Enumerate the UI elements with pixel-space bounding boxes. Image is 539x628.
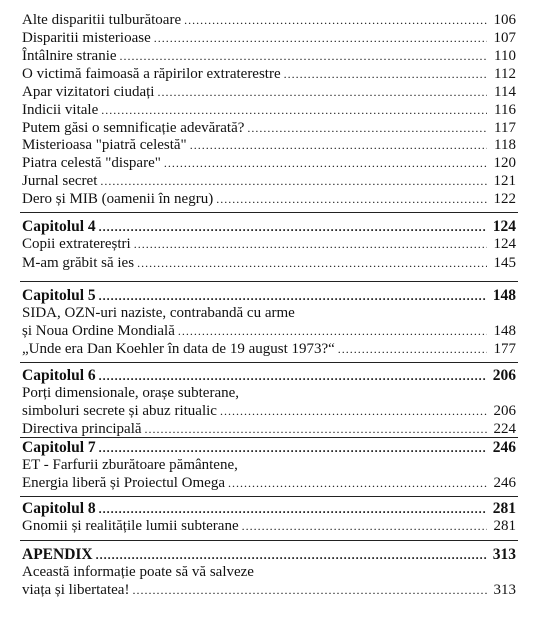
entry-title: Dero și MIB (oamenii în negru)	[22, 191, 214, 207]
entry-page: 112	[494, 66, 516, 82]
entry-page: 110	[494, 48, 516, 64]
leader-dots	[154, 30, 487, 47]
appendix-heading	[22, 546, 516, 564]
chapter-page: 148	[492, 287, 516, 304]
chapter-heading	[22, 287, 516, 305]
leader-dots	[284, 66, 487, 83]
entry-title-line1: ET - Farfurii zburătoare pământene,	[22, 457, 238, 473]
entry-title: Jurnal secret	[22, 173, 98, 189]
toc-entry	[22, 12, 516, 29]
appendix-title: APENDIX	[22, 546, 93, 563]
chapter-page: 124	[492, 218, 516, 235]
entry-page: 106	[493, 12, 516, 28]
entry-title: Piatra celestă "dispare"	[22, 155, 161, 171]
section-rule	[20, 540, 518, 541]
leader-dots	[99, 219, 487, 236]
leader-dots	[228, 475, 487, 492]
entry-page: 177	[493, 341, 516, 357]
toc-entry	[22, 323, 516, 340]
entry-title: și Noua Ordine Mondială	[22, 323, 175, 339]
toc-entry	[22, 582, 516, 599]
leader-dots	[99, 440, 487, 457]
section-rule	[20, 281, 518, 282]
entry-title: Energia liberă și Proiectul Omega	[22, 475, 225, 491]
toc-entry	[22, 30, 516, 47]
entry-title: Disparitii misterioase	[22, 30, 151, 46]
leader-dots	[247, 120, 487, 137]
toc-entry	[22, 191, 516, 208]
leader-dots	[137, 255, 487, 272]
leader-dots	[132, 582, 487, 599]
leader-dots	[120, 48, 487, 65]
entry-title: viața și libertatea!	[22, 582, 130, 598]
toc-entry	[22, 255, 516, 272]
leader-dots	[145, 421, 487, 438]
entry-title-line1: Această informație poate să vă salveze	[22, 564, 254, 580]
toc-entry	[22, 155, 516, 172]
entry-page: 107	[493, 30, 516, 46]
entry-page: 148	[493, 323, 516, 339]
entry-title: Copii extratereștri	[22, 236, 131, 252]
leader-dots	[157, 84, 487, 101]
toc-entry	[22, 120, 516, 137]
chapter-title: Capitolul 4	[22, 218, 96, 235]
entry-title: Gnomii și realitățile lumii subterane	[22, 518, 239, 534]
toc-entry	[22, 475, 516, 492]
entry-page: 246	[493, 475, 516, 491]
entry-page: 117	[494, 120, 516, 136]
entry-page: 145	[493, 255, 516, 271]
toc-entry	[22, 236, 516, 253]
section-rule	[20, 362, 518, 363]
entry-page: 121	[493, 173, 516, 189]
leader-dots	[101, 102, 487, 119]
leader-dots	[216, 191, 487, 208]
entry-title: O victimă faimoasă a răpirilor extraterestre	[22, 66, 281, 82]
entry-title-line1: Porți dimensionale, orașe subterane,	[22, 385, 240, 401]
toc-entry	[22, 66, 516, 83]
chapter-title: Capitolul 7	[22, 439, 96, 456]
leader-dots	[164, 155, 487, 172]
leader-dots	[190, 137, 487, 154]
section-rule	[20, 437, 518, 438]
entry-page: 281	[493, 518, 516, 534]
entry-page: 122	[493, 191, 516, 207]
leader-dots	[178, 323, 487, 340]
entry-title-line1: SIDA, OZN-uri naziste, contrabandă cu arme	[22, 305, 295, 321]
leader-dots	[242, 518, 487, 535]
leader-dots	[134, 236, 487, 253]
toc-entry	[22, 137, 516, 154]
entry-title: simboluri secrete și abuz ritualic	[22, 403, 217, 419]
leader-dots	[220, 403, 487, 420]
entry-title: Indicii vitale	[22, 102, 99, 118]
entry-title: Putem găsi o semnificație adevărată?	[22, 120, 245, 136]
toc-entry	[22, 421, 516, 438]
toc-entry	[22, 48, 516, 65]
entry-title: Întâlnire stranie	[22, 48, 117, 64]
toc-entry	[22, 518, 516, 535]
leader-dots	[99, 288, 487, 305]
chapter-page: 206	[492, 367, 516, 384]
chapter-heading	[22, 439, 516, 457]
leader-dots	[99, 501, 487, 518]
appendix-page: 313	[492, 546, 516, 563]
entry-title: Misterioasa "piatră celestă"	[22, 137, 187, 153]
chapter-heading	[22, 367, 516, 385]
chapter-page: 281	[492, 500, 516, 517]
leader-dots	[96, 547, 487, 564]
entry-title: Apar vizitatori ciudați	[22, 84, 155, 100]
entry-title: Directiva principală	[22, 421, 142, 437]
chapter-heading	[22, 218, 516, 236]
toc-entry	[22, 341, 516, 358]
entry-page: 313	[493, 582, 516, 598]
entry-page: 120	[493, 155, 516, 171]
entry-page: 116	[494, 102, 516, 118]
entry-title: „Unde era Dan Koehler în data de 19 august 1973?“	[22, 341, 335, 357]
leader-dots	[100, 173, 487, 190]
leader-dots	[99, 368, 487, 385]
entry-page: 124	[493, 236, 516, 252]
chapter-heading	[22, 500, 516, 518]
chapter-page: 246	[492, 439, 516, 456]
entry-page: 118	[494, 137, 516, 153]
chapter-title: Capitolul 6	[22, 367, 96, 384]
toc-entry	[22, 102, 516, 119]
entry-page: 114	[494, 84, 516, 100]
leader-dots	[338, 341, 487, 358]
toc-entry	[22, 84, 516, 101]
chapter-title: Capitolul 5	[22, 287, 96, 304]
leader-dots	[184, 12, 487, 29]
entry-title: Alte disparitii tulburătoare	[22, 12, 182, 28]
chapter-title: Capitolul 8	[22, 500, 96, 517]
section-rule	[20, 496, 518, 497]
toc-entry	[22, 173, 516, 190]
toc-entry	[22, 403, 516, 420]
section-rule	[20, 212, 518, 213]
entry-page: 224	[493, 421, 516, 437]
entry-page: 206	[493, 403, 516, 419]
entry-title: M-am grăbit să ies	[22, 255, 135, 271]
